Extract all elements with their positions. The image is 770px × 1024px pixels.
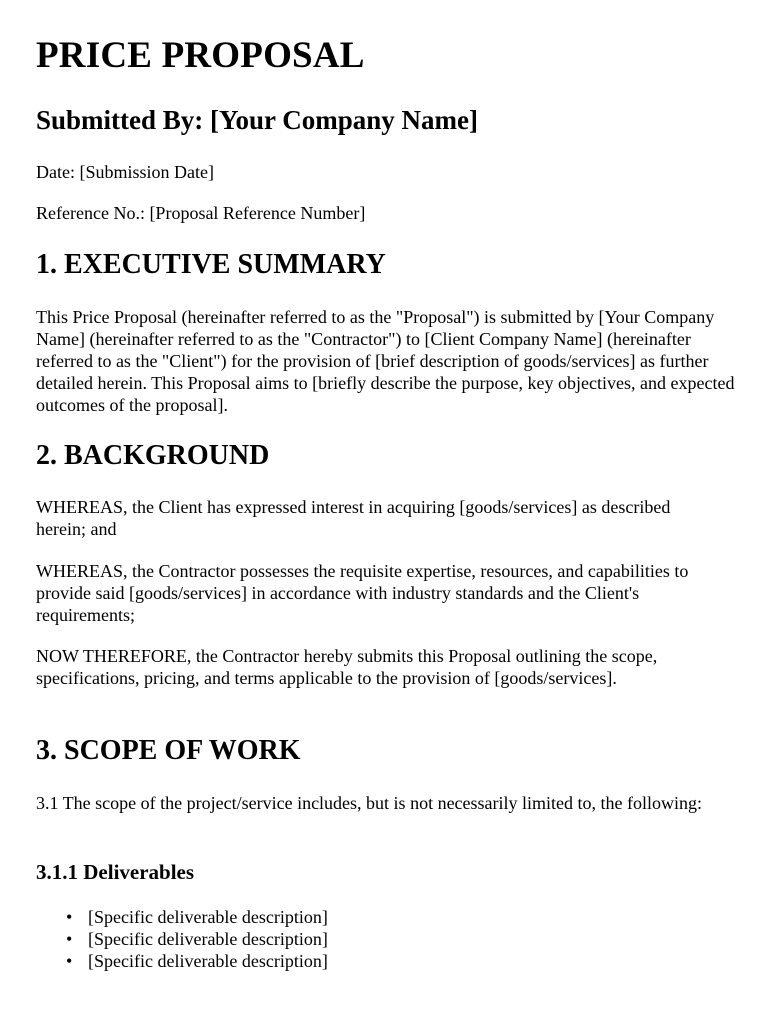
bullet-icon: • <box>66 929 73 949</box>
executive-summary-paragraph: This Price Proposal (hereinafter referred to as the "Proposal") is submitted by [Your Company Name] (hereinafter referred to as the "Contractor") to [Client Company Name] (hereinafter referred to as the "Client") for the provision of [brief description of goods/services] as further detailed herein. This Proposal aims to [briefly describe the purpose, key objectives, and expected outcomes of the proposal]. <box>36 307 735 415</box>
submitted-by-heading: Submitted By: [Your Company Name] <box>36 105 479 135</box>
document-title: PRICE PROPOSAL <box>36 35 365 76</box>
background-paragraph-1: WHEREAS, the Client has expressed interest in acquiring [goods/services] as described herein; and <box>36 497 671 539</box>
submission-date: Date: [Submission Date] <box>36 162 214 182</box>
deliverable-text: [Specific deliverable description] <box>88 951 328 971</box>
section-heading-scope-of-work: 3. SCOPE OF WORK <box>36 735 301 766</box>
deliverable-text: [Specific deliverable description] <box>88 929 328 949</box>
background-paragraph-3: NOW THEREFORE, the Contractor hereby submits this Proposal outlining the scope, specifications, pricing, and terms applicable to the provision of [goods/services]. <box>36 646 658 688</box>
deliverables-list <box>36 906 328 972</box>
section-heading-executive-summary: 1. EXECUTIVE SUMMARY <box>36 249 386 280</box>
reference-number: Reference No.: [Proposal Reference Number] <box>36 203 366 223</box>
list-item <box>66 950 328 972</box>
scope-intro-paragraph: 3.1 The scope of the project/service includes, but is not necessarily limited to, the following: <box>36 793 703 813</box>
background-paragraph-2: WHEREAS, the Contractor possesses the requisite expertise, resources, and capabilities to provide said [goods/services] in accordance with industry standards and the Client's requirements; <box>36 561 689 625</box>
list-item <box>66 928 328 950</box>
deliverable-text: [Specific deliverable description] <box>88 907 328 927</box>
list-item <box>66 906 328 928</box>
bullet-icon: • <box>66 907 73 927</box>
deliverables-subheading: 3.1.1 Deliverables <box>36 860 195 884</box>
section-heading-background: 2. BACKGROUND <box>36 440 270 471</box>
bullet-icon: • <box>66 951 73 971</box>
